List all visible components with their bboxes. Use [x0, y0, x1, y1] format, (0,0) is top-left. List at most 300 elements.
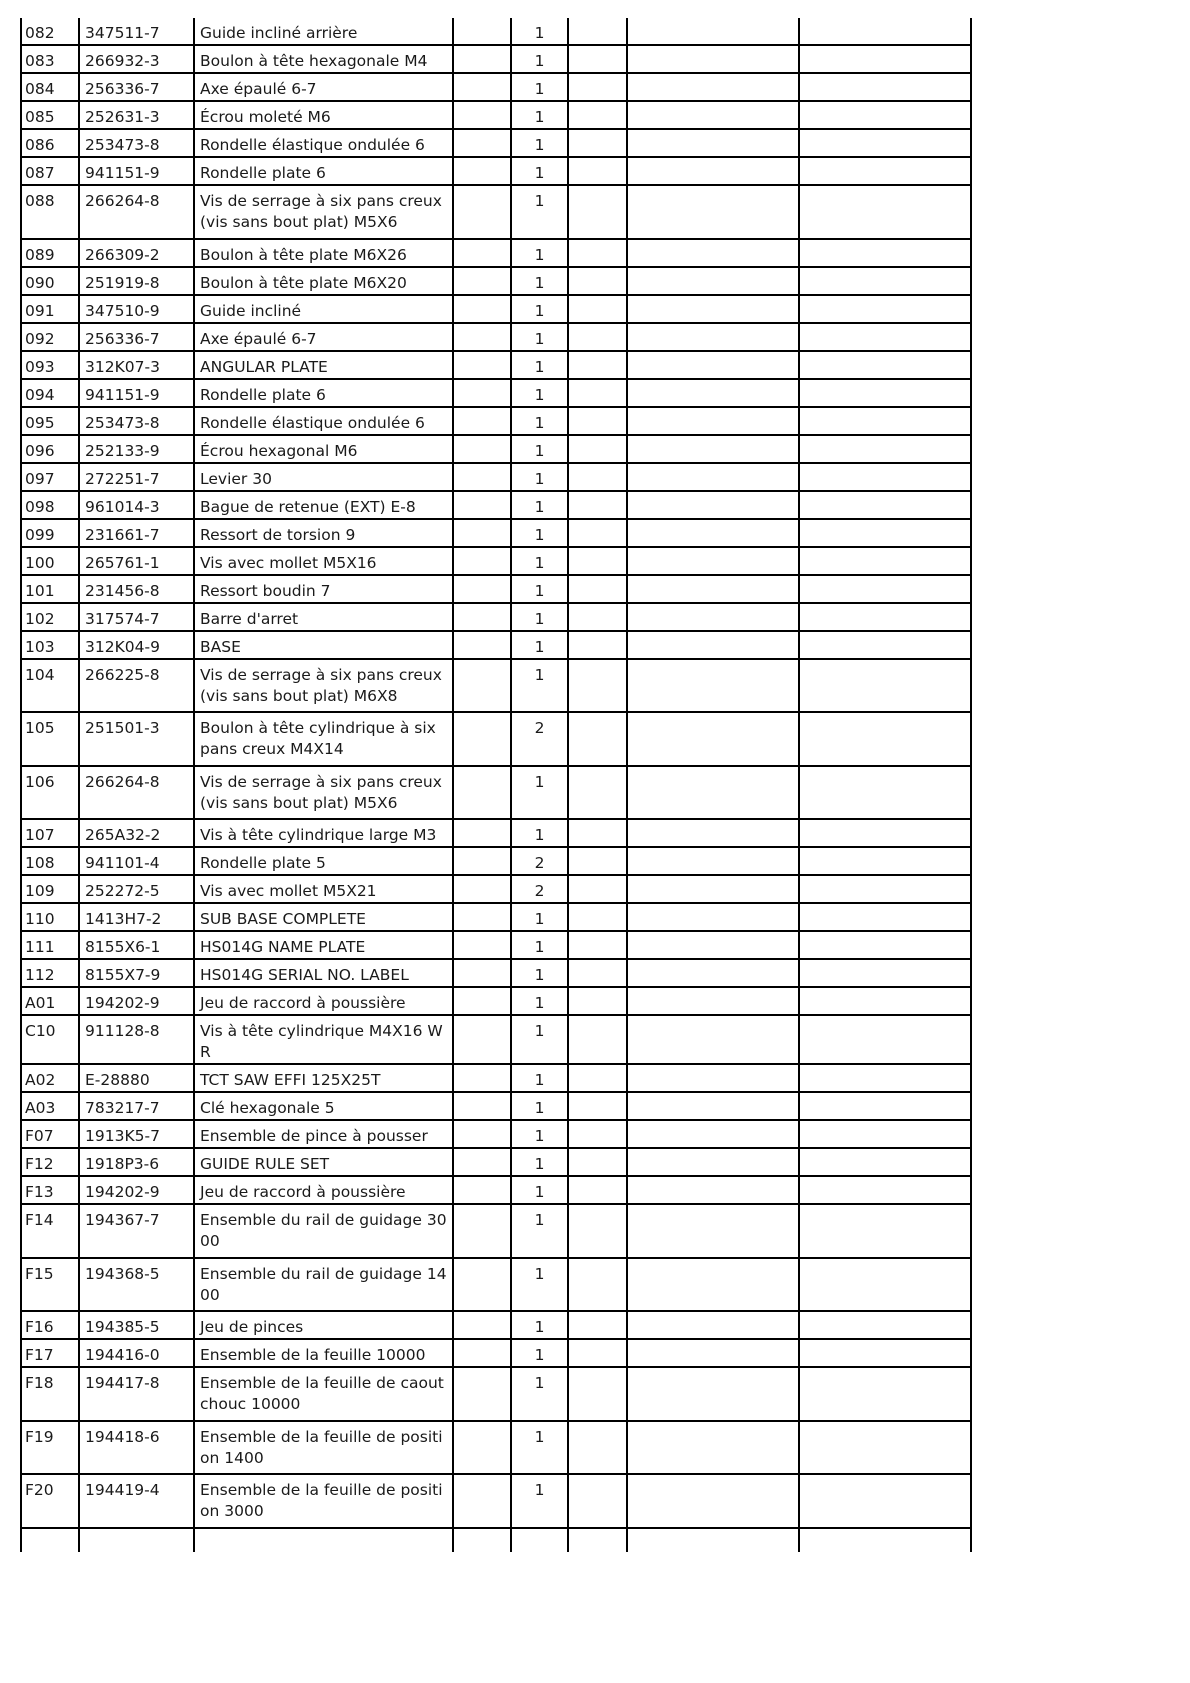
table-row: [21, 1311, 971, 1339]
empty-cell: [799, 987, 971, 1015]
empty-cell: [568, 819, 627, 847]
empty-cell: [568, 267, 627, 295]
empty-cell: [627, 73, 799, 101]
description-cell: Boulon à tête hexagonale M4: [194, 45, 453, 73]
description-cell: TCT SAW EFFI 125X25T: [194, 1064, 453, 1092]
part-number-cell: 194418-6: [79, 1421, 194, 1475]
empty-cell: [453, 1421, 511, 1475]
empty-cell: [453, 18, 511, 45]
empty-cell: [194, 1528, 453, 1552]
item-number-cell: 096: [21, 435, 79, 463]
empty-cell: [627, 295, 799, 323]
empty-cell: [627, 875, 799, 903]
empty-cell: [799, 766, 971, 820]
empty-cell: [568, 45, 627, 73]
empty-cell: [799, 1258, 971, 1312]
empty-cell: [453, 295, 511, 323]
empty-cell: [799, 547, 971, 575]
quantity-cell: 1: [511, 295, 568, 323]
item-number-cell: 112: [21, 959, 79, 987]
empty-cell: [568, 101, 627, 129]
empty-cell: [568, 73, 627, 101]
empty-cell: [799, 1367, 971, 1421]
table-row: [21, 847, 971, 875]
part-number-cell: 266264-8: [79, 185, 194, 239]
item-number-cell: 098: [21, 491, 79, 519]
empty-cell: [568, 1204, 627, 1258]
empty-cell: [627, 157, 799, 185]
part-number-cell: 256336-7: [79, 73, 194, 101]
table-row: [21, 1204, 971, 1258]
parts-list-table: [20, 18, 972, 1552]
empty-cell: [453, 766, 511, 820]
empty-cell: [627, 575, 799, 603]
description-cell: Ensemble du rail de guidage 1400: [194, 1258, 453, 1312]
part-number-cell: 347511-7: [79, 18, 194, 45]
part-number-cell: 251501-3: [79, 712, 194, 766]
quantity-cell: 1: [511, 1064, 568, 1092]
empty-cell: [799, 267, 971, 295]
table-row: [21, 1421, 971, 1475]
part-number-cell: 194417-8: [79, 1367, 194, 1421]
empty-cell: [799, 463, 971, 491]
quantity-cell: 1: [511, 185, 568, 239]
empty-cell: [799, 323, 971, 351]
quantity-cell: 1: [511, 603, 568, 631]
empty-cell: [627, 1015, 799, 1064]
empty-cell: [568, 379, 627, 407]
empty-cell: [627, 18, 799, 45]
empty-cell: [568, 603, 627, 631]
empty-cell: [627, 519, 799, 547]
empty-cell: [627, 1204, 799, 1258]
table-row: [21, 407, 971, 435]
quantity-cell: 1: [511, 435, 568, 463]
item-number-cell: 099: [21, 519, 79, 547]
empty-cell: [799, 295, 971, 323]
empty-cell: [627, 267, 799, 295]
part-number-cell: 961014-3: [79, 491, 194, 519]
item-number-cell: 105: [21, 712, 79, 766]
quantity-cell: 1: [511, 519, 568, 547]
empty-cell: [627, 931, 799, 959]
empty-cell: [453, 659, 511, 713]
table-row: [21, 185, 971, 239]
part-number-cell: 266932-3: [79, 45, 194, 73]
empty-cell: [627, 959, 799, 987]
part-number-cell: 8155X6-1: [79, 931, 194, 959]
empty-cell: [799, 1092, 971, 1120]
empty-cell: [453, 875, 511, 903]
part-number-cell: 911128-8: [79, 1015, 194, 1064]
item-number-cell: 084: [21, 73, 79, 101]
empty-cell: [453, 1311, 511, 1339]
empty-cell: [453, 847, 511, 875]
quantity-cell: 1: [511, 1015, 568, 1064]
part-number-cell: E-28880: [79, 1064, 194, 1092]
part-number-cell: 312K04-9: [79, 631, 194, 659]
empty-cell: [453, 1367, 511, 1421]
item-number-cell: 088: [21, 185, 79, 239]
quantity-cell: 2: [511, 712, 568, 766]
empty-cell: [568, 903, 627, 931]
table-row-continued: [21, 1528, 971, 1552]
empty-cell: [627, 1064, 799, 1092]
empty-cell: [568, 987, 627, 1015]
part-number-cell: 1918P3-6: [79, 1148, 194, 1176]
empty-cell: [799, 1064, 971, 1092]
empty-cell: [21, 1528, 79, 1552]
empty-cell: [453, 1474, 511, 1528]
empty-cell: [627, 1311, 799, 1339]
part-number-cell: 266309-2: [79, 239, 194, 267]
quantity-cell: 1: [511, 766, 568, 820]
empty-cell: [568, 1258, 627, 1312]
quantity-cell: 1: [511, 18, 568, 45]
empty-cell: [799, 1176, 971, 1204]
quantity-cell: 1: [511, 575, 568, 603]
empty-cell: [568, 157, 627, 185]
empty-cell: [627, 351, 799, 379]
empty-cell: [568, 435, 627, 463]
empty-cell: [453, 603, 511, 631]
item-number-cell: 110: [21, 903, 79, 931]
empty-cell: [453, 1092, 511, 1120]
empty-cell: [799, 631, 971, 659]
empty-cell: [453, 931, 511, 959]
item-number-cell: A01: [21, 987, 79, 1015]
quantity-cell: 1: [511, 1474, 568, 1528]
quantity-cell: 1: [511, 931, 568, 959]
item-number-cell: 108: [21, 847, 79, 875]
empty-cell: [799, 1204, 971, 1258]
empty-cell: [568, 519, 627, 547]
description-cell: Clé hexagonale 5: [194, 1092, 453, 1120]
description-cell: Vis avec mollet M5X21: [194, 875, 453, 903]
empty-cell: [799, 45, 971, 73]
empty-cell: [568, 129, 627, 157]
table-row: [21, 1064, 971, 1092]
table-row: [21, 547, 971, 575]
empty-cell: [568, 239, 627, 267]
empty-cell: [799, 239, 971, 267]
quantity-cell: 1: [511, 1148, 568, 1176]
quantity-cell: 1: [511, 1311, 568, 1339]
empty-cell: [453, 631, 511, 659]
item-number-cell: A03: [21, 1092, 79, 1120]
item-number-cell: 101: [21, 575, 79, 603]
description-cell: Boulon à tête plate M6X20: [194, 267, 453, 295]
empty-cell: [453, 157, 511, 185]
part-number-cell: 266225-8: [79, 659, 194, 713]
empty-cell: [799, 407, 971, 435]
description-cell: ANGULAR PLATE: [194, 351, 453, 379]
quantity-cell: 1: [511, 351, 568, 379]
item-number-cell: 090: [21, 267, 79, 295]
empty-cell: [453, 407, 511, 435]
description-cell: Axe épaulé 6-7: [194, 323, 453, 351]
description-cell: Axe épaulé 6-7: [194, 73, 453, 101]
empty-cell: [799, 379, 971, 407]
empty-cell: [799, 1528, 971, 1552]
empty-cell: [799, 1120, 971, 1148]
table-row: [21, 45, 971, 73]
empty-cell: [568, 1015, 627, 1064]
empty-cell: [453, 903, 511, 931]
empty-cell: [799, 1148, 971, 1176]
quantity-cell: 1: [511, 547, 568, 575]
item-number-cell: 092: [21, 323, 79, 351]
empty-cell: [799, 351, 971, 379]
empty-cell: [453, 959, 511, 987]
empty-cell: [799, 101, 971, 129]
table-row: [21, 1092, 971, 1120]
empty-cell: [568, 18, 627, 45]
table-row: [21, 491, 971, 519]
part-number-cell: 231456-8: [79, 575, 194, 603]
description-cell: Ensemble de la feuille de position 1400: [194, 1421, 453, 1475]
description-cell: Barre d'arret: [194, 603, 453, 631]
empty-cell: [568, 631, 627, 659]
item-number-cell: 102: [21, 603, 79, 631]
empty-cell: [627, 1367, 799, 1421]
empty-cell: [568, 1421, 627, 1475]
part-number-cell: 253473-8: [79, 407, 194, 435]
item-number-cell: 087: [21, 157, 79, 185]
empty-cell: [453, 267, 511, 295]
part-number-cell: 194416-0: [79, 1339, 194, 1367]
description-cell: Rondelle plate 6: [194, 157, 453, 185]
part-number-cell: 783217-7: [79, 1092, 194, 1120]
item-number-cell: 107: [21, 819, 79, 847]
table-row: [21, 239, 971, 267]
part-number-cell: 252133-9: [79, 435, 194, 463]
empty-cell: [568, 1148, 627, 1176]
empty-cell: [799, 931, 971, 959]
item-number-cell: A02: [21, 1064, 79, 1092]
table-row: [21, 101, 971, 129]
quantity-cell: 1: [511, 323, 568, 351]
quantity-cell: 1: [511, 1258, 568, 1312]
empty-cell: [568, 1474, 627, 1528]
description-cell: Ensemble du rail de guidage 3000: [194, 1204, 453, 1258]
empty-cell: [627, 491, 799, 519]
table-row: [21, 379, 971, 407]
table-row: [21, 157, 971, 185]
description-cell: Ensemble de la feuille de caoutchouc 10000: [194, 1367, 453, 1421]
item-number-cell: F13: [21, 1176, 79, 1204]
item-number-cell: 083: [21, 45, 79, 73]
table-row: [21, 323, 971, 351]
empty-cell: [568, 295, 627, 323]
empty-cell: [627, 1176, 799, 1204]
description-cell: Rondelle plate 5: [194, 847, 453, 875]
empty-cell: [568, 1064, 627, 1092]
part-number-cell: 253473-8: [79, 129, 194, 157]
empty-cell: [511, 1528, 568, 1552]
empty-cell: [799, 73, 971, 101]
empty-cell: [568, 463, 627, 491]
item-number-cell: 097: [21, 463, 79, 491]
empty-cell: [568, 766, 627, 820]
empty-cell: [453, 1339, 511, 1367]
empty-cell: [453, 45, 511, 73]
empty-cell: [568, 547, 627, 575]
empty-cell: [453, 1015, 511, 1064]
table-row: [21, 1367, 971, 1421]
part-number-cell: 941151-9: [79, 157, 194, 185]
item-number-cell: F16: [21, 1311, 79, 1339]
quantity-cell: 1: [511, 463, 568, 491]
item-number-cell: F15: [21, 1258, 79, 1312]
description-cell: Ensemble de la feuille de position 3000: [194, 1474, 453, 1528]
quantity-cell: 1: [511, 1120, 568, 1148]
empty-cell: [627, 547, 799, 575]
table-row: [21, 712, 971, 766]
description-cell: Rondelle plate 6: [194, 379, 453, 407]
table-row: [21, 903, 971, 931]
description-cell: Vis à tête cylindrique M4X16 WR: [194, 1015, 453, 1064]
item-number-cell: F14: [21, 1204, 79, 1258]
empty-cell: [453, 73, 511, 101]
item-number-cell: 082: [21, 18, 79, 45]
quantity-cell: 1: [511, 101, 568, 129]
table-row: [21, 819, 971, 847]
part-number-cell: 941151-9: [79, 379, 194, 407]
empty-cell: [627, 185, 799, 239]
quantity-cell: 1: [511, 45, 568, 73]
empty-cell: [799, 712, 971, 766]
empty-cell: [453, 239, 511, 267]
empty-cell: [627, 847, 799, 875]
empty-cell: [568, 875, 627, 903]
empty-cell: [453, 1528, 511, 1552]
empty-cell: [799, 157, 971, 185]
description-cell: Jeu de pinces: [194, 1311, 453, 1339]
description-cell: Levier 30: [194, 463, 453, 491]
empty-cell: [568, 407, 627, 435]
empty-cell: [627, 45, 799, 73]
empty-cell: [568, 1367, 627, 1421]
empty-cell: [453, 351, 511, 379]
description-cell: Bague de retenue (EXT) E-8: [194, 491, 453, 519]
empty-cell: [453, 101, 511, 129]
description-cell: Vis de serrage à six pans creux (vis sans bout plat) M5X6: [194, 185, 453, 239]
description-cell: Vis avec mollet M5X16: [194, 547, 453, 575]
item-number-cell: F12: [21, 1148, 79, 1176]
table-row: [21, 1258, 971, 1312]
empty-cell: [568, 1120, 627, 1148]
quantity-cell: 1: [511, 819, 568, 847]
part-number-cell: 265A32-2: [79, 819, 194, 847]
empty-cell: [799, 519, 971, 547]
part-number-cell: 312K07-3: [79, 351, 194, 379]
description-cell: Rondelle élastique ondulée 6: [194, 407, 453, 435]
item-number-cell: C10: [21, 1015, 79, 1064]
empty-cell: [799, 129, 971, 157]
part-number-cell: 1413H7-2: [79, 903, 194, 931]
table-row: [21, 519, 971, 547]
empty-cell: [453, 323, 511, 351]
empty-cell: [799, 819, 971, 847]
quantity-cell: 1: [511, 903, 568, 931]
table-row: [21, 931, 971, 959]
table-row: [21, 575, 971, 603]
quantity-cell: 1: [511, 267, 568, 295]
table-row: [21, 603, 971, 631]
empty-cell: [568, 1176, 627, 1204]
empty-cell: [627, 1474, 799, 1528]
empty-cell: [568, 323, 627, 351]
part-number-cell: 317574-7: [79, 603, 194, 631]
item-number-cell: 086: [21, 129, 79, 157]
empty-cell: [568, 659, 627, 713]
quantity-cell: 1: [511, 959, 568, 987]
item-number-cell: 106: [21, 766, 79, 820]
quantity-cell: 2: [511, 875, 568, 903]
description-cell: Ressort boudin 7: [194, 575, 453, 603]
empty-cell: [453, 491, 511, 519]
empty-cell: [799, 1339, 971, 1367]
table-row: [21, 463, 971, 491]
part-number-cell: 231661-7: [79, 519, 194, 547]
empty-cell: [627, 323, 799, 351]
empty-cell: [453, 547, 511, 575]
description-cell: Jeu de raccord à poussière: [194, 987, 453, 1015]
quantity-cell: 1: [511, 129, 568, 157]
quantity-cell: 1: [511, 379, 568, 407]
empty-cell: [799, 903, 971, 931]
table-row: [21, 1015, 971, 1064]
empty-cell: [799, 1015, 971, 1064]
description-cell: Écrou hexagonal M6: [194, 435, 453, 463]
item-number-cell: F20: [21, 1474, 79, 1528]
empty-cell: [453, 1176, 511, 1204]
empty-cell: [453, 575, 511, 603]
part-number-cell: 251919-8: [79, 267, 194, 295]
empty-cell: [799, 575, 971, 603]
part-number-cell: 194202-9: [79, 1176, 194, 1204]
description-cell: Vis à tête cylindrique large M3: [194, 819, 453, 847]
item-number-cell: F17: [21, 1339, 79, 1367]
empty-cell: [799, 1311, 971, 1339]
description-cell: GUIDE RULE SET: [194, 1148, 453, 1176]
table-row: [21, 1148, 971, 1176]
empty-cell: [799, 959, 971, 987]
quantity-cell: 1: [511, 1421, 568, 1475]
empty-cell: [453, 819, 511, 847]
part-number-cell: 266264-8: [79, 766, 194, 820]
description-cell: Boulon à tête plate M6X26: [194, 239, 453, 267]
empty-cell: [453, 1120, 511, 1148]
part-number-cell: 265761-1: [79, 547, 194, 575]
empty-cell: [627, 603, 799, 631]
part-number-cell: 941101-4: [79, 847, 194, 875]
empty-cell: [568, 1092, 627, 1120]
item-number-cell: 109: [21, 875, 79, 903]
empty-cell: [568, 1339, 627, 1367]
description-cell: Guide incliné arrière: [194, 18, 453, 45]
empty-cell: [799, 659, 971, 713]
part-number-cell: 194419-4: [79, 1474, 194, 1528]
description-cell: Vis de serrage à six pans creux (vis sans bout plat) M5X6: [194, 766, 453, 820]
empty-cell: [627, 1421, 799, 1475]
description-cell: Boulon à tête cylindrique à six pans creux M4X14: [194, 712, 453, 766]
empty-cell: [627, 435, 799, 463]
empty-cell: [627, 407, 799, 435]
empty-cell: [799, 185, 971, 239]
empty-cell: [568, 491, 627, 519]
